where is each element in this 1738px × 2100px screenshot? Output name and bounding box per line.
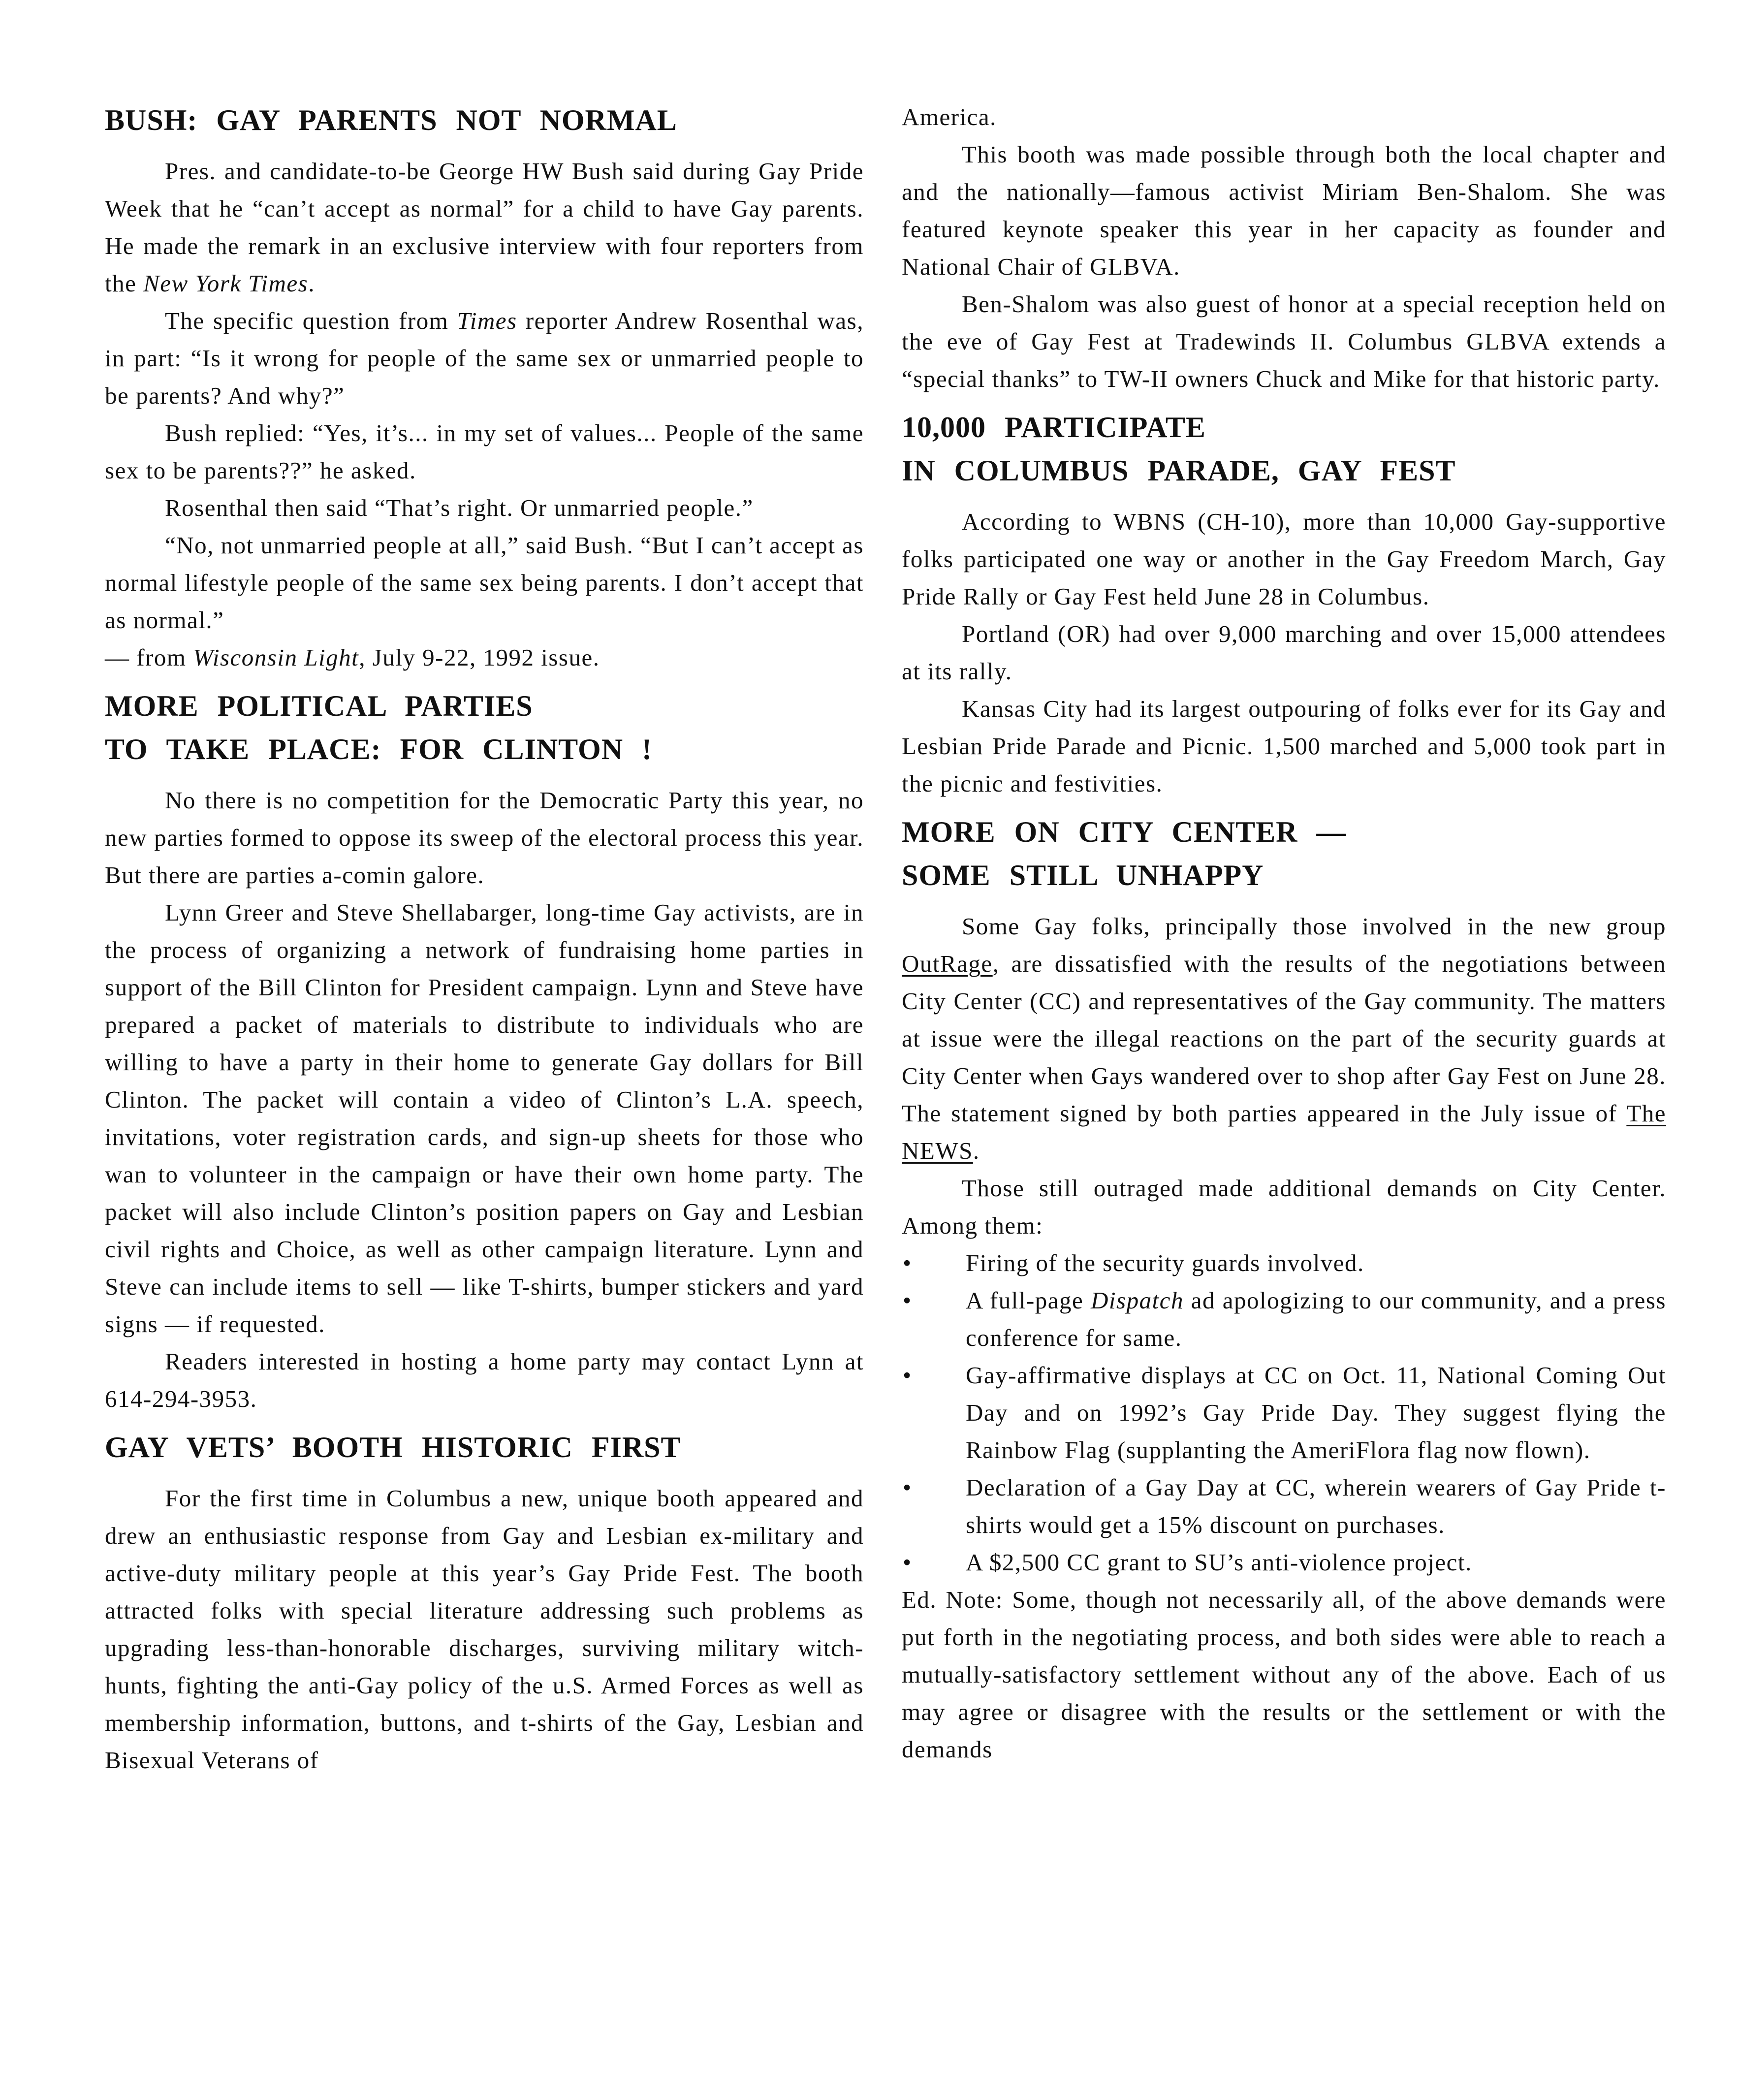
paragraph-additional-demands	[902, 1170, 1666, 1244]
column-right	[902, 98, 1666, 1768]
text-run-italic: Dispatch	[1091, 1287, 1184, 1314]
paragraph-portland	[902, 615, 1666, 690]
text-run: Lynn Greer and Steve Shellabarger, long-time Gay activists, are in the process of organizing a network of fundraising home parties in support of the Bill Clinton for President campaign. Lynn and Steve have prepared a packet of materials to distribute to individuals who are willing to have a party in their home to generate Gay dollars for Bill Clinton. The packet will contain a video of Clinton’s L.A. speech, invitations, voter registration cards, and sign-up sheets for those who wan to volunteer in the campaign or have their own home party. The packet will also include Clinton’s position papers on Gay and Lesbian civil rights and Choice, as well as other campaign literature. Lynn and Steve can include items to sell — like T-shirts, bumper stickers and yard signs — if requested.	[105, 899, 864, 1337]
text-run: — from	[105, 644, 193, 671]
text-run: Some Gay folks, principally those involved in the new group	[962, 913, 1666, 940]
paragraph-america-continuation	[902, 98, 1666, 136]
column-left	[105, 98, 864, 1779]
bullet-marker: •	[903, 1549, 912, 1576]
text-run: “No, not unmarried people at all,” said Bush. “But I can’t accept as normal lifestyle people of the same sex being parents. I don’t accept that as normal.”	[105, 532, 864, 634]
text-run: .	[308, 270, 315, 297]
paragraph-rosenthal	[105, 489, 864, 527]
heading-text: IN COLUMBUS PARADE, GAY FEST	[902, 454, 1456, 487]
paragraph-wbns-count	[902, 503, 1666, 615]
bullet-item-firing	[902, 1244, 1666, 1282]
text-run: Rosenthal then said “That’s right. Or unmarried people.”	[165, 494, 754, 521]
paragraph-bush-reply	[105, 414, 864, 489]
text-run: Ben-Shalom was also guest of honor at a special reception held on the eve of Gay Fest at Tradewinds II. Columbus GLBVA extends a “special thanks” to TW-II owners Chuck and Mike for that historic party.	[902, 290, 1666, 392]
bullet-item-dispatch-ad	[902, 1282, 1666, 1357]
text-run-italic: New York Times	[143, 270, 309, 297]
text-run: Bush replied: “Yes, it’s... in my set of values... People of the same sex to be parents??” he asked.	[105, 419, 864, 484]
text-run: reporter Andrew Rosenthal was, in part: “Is it wrong for people of the same sex or unmarried people to be parents? And why?”	[105, 307, 864, 409]
paragraph-source-credit	[105, 639, 864, 676]
bullet-marker: •	[903, 1474, 912, 1501]
text-run: For the first time in Columbus a new, unique booth appeared and drew an enthusiastic response from Gay and Lesbian ex-military and active-duty military people at this year’s Gay Pride Fest. The booth attracted folks with special literature addressing such problems as upgrading less-than-honorable discharges, surviving military witch-hunts, fighting the anti-Gay policy of the u.S. Armed Forces as well as membership information, buttons, and t-shirts of the Gay, Lesbian and Bisexual Veterans of	[105, 1485, 864, 1774]
paragraph-editors-note	[902, 1581, 1666, 1768]
paragraph-bush-quote	[105, 527, 864, 639]
paragraph-question	[105, 302, 864, 414]
bullet-marker: •	[903, 1249, 912, 1276]
heading-text: 10,000 PARTICIPATE	[902, 411, 1206, 444]
text-run: This booth was made possible through both the local chapter and and the nationally—famous activist Miriam Ben-Shalom. She was featured keynote speaker this year in her capacity as founder and National Chair of GLBVA.	[902, 141, 1666, 280]
heading-bush-gay-parents	[105, 98, 864, 142]
text-run: A $2,500 CC grant to SU’s anti-violence project.	[966, 1549, 1472, 1576]
text-run: Those still outraged made additional demands on City Center. Among them:	[902, 1175, 1666, 1239]
bullet-marker: •	[903, 1362, 912, 1389]
paragraph-ben-shalom-reception	[902, 286, 1666, 398]
paragraph-contact-lynn	[105, 1343, 864, 1418]
heading-text: TO TAKE PLACE: FOR CLINTON !	[105, 733, 653, 765]
text-run: , July 9-22, 1992 issue.	[359, 644, 600, 671]
text-run: Firing of the security guards involved.	[966, 1249, 1364, 1276]
paragraph-outrage-dissatisfied	[902, 908, 1666, 1170]
bullet-item-gay-affirmative-displays	[902, 1357, 1666, 1469]
heading-10000-participate	[902, 406, 1666, 492]
heading-text: MORE POLITICAL PARTIES	[105, 690, 533, 722]
text-run: Declaration of a Gay Day at CC, wherein wearers of Gay Pride t-shirts would get a 15% discount on purchases.	[966, 1474, 1666, 1538]
text-run: No there is no competition for the Democratic Party this year, no new parties formed to oppose its sweep of the electoral process this year. But there are parties a-comin galore.	[105, 787, 864, 889]
text-run: The specific question from	[165, 307, 457, 334]
text-run-underline: The NEWS	[902, 1100, 1666, 1164]
text-run: Gay-affirmative displays at CC on Oct. 11, National Coming Out Day and on 1992’s Gay Pride Day. They suggest flying the Rainbow Flag (supplanting the AmeriFlora flag now flown).	[966, 1362, 1666, 1464]
text-run-italic: Wisconsin Light	[193, 644, 359, 671]
paragraph-booth-possible	[902, 136, 1666, 286]
text-run: Ed. Note: Some, though not necessarily all, of the above demands were put forth in the negotiating process, and both sides were able to reach a mutually-satisfactory settlement without any of the above. Each of us may agree or disagree with the results or the settlement or with the demands	[902, 1586, 1666, 1763]
text-run: Pres. and candidate-to-be George HW Bush said during Gay Pride Week that he “can’t accept as normal” for a child to have Gay parents. He made the remark in an exclusive interview with four reporters from the	[105, 158, 864, 297]
text-run-italic: Times	[457, 307, 517, 334]
heading-text: GAY VETS’ BOOTH HISTORIC FIRST	[105, 1431, 681, 1464]
paragraph-vets-booth	[105, 1480, 864, 1779]
text-run: A full-page	[966, 1287, 1091, 1314]
bullet-item-gay-day-discount	[902, 1469, 1666, 1544]
text-run: Portland (OR) had over 9,000 marching and over 15,000 attendees at its rally.	[902, 620, 1666, 685]
text-run: ad apologizing to our community, and a press conference for same.	[966, 1287, 1666, 1351]
heading-more-on-city-center	[902, 810, 1666, 897]
text-run-underline: OutRage	[902, 950, 993, 977]
bullet-item-cc-grant	[902, 1544, 1666, 1581]
text-run: Kansas City had its largest outpouring of folks ever for its Gay and Lesbian Pride Parade and Picnic. 1,500 marched and 5,000 took part in the picnic and festivities.	[902, 695, 1666, 797]
paragraph-kansas-city	[902, 690, 1666, 802]
text-run: According to WBNS (CH-10), more than 10,000 Gay-supportive folks participated one way or another in the Gay Freedom March, Gay Pride Rally or Gay Fest held June 28 in Columbus.	[902, 508, 1666, 610]
text-run: , are dissatisfied with the results of the negotiations between City Center (CC) and representatives of the Gay community. The matters at issue were the illegal reactions on the part of the security guards at City Center when Gays wandered over to shop after Gay Fest on June 28. The statement signed by both parties appeared in the July issue of	[902, 950, 1666, 1127]
text-run: .	[973, 1137, 980, 1164]
text-run: America.	[902, 103, 997, 130]
heading-text: MORE ON CITY CENTER —	[902, 816, 1347, 848]
paragraph-no-competition	[105, 782, 864, 894]
paragraph-bush-intro	[105, 153, 864, 302]
heading-text: BUSH: GAY PARENTS NOT NORMAL	[105, 104, 677, 136]
heading-text: SOME STILL UNHAPPY	[902, 859, 1264, 891]
bullet-marker: •	[903, 1287, 912, 1314]
heading-more-political-parties	[105, 684, 864, 771]
paragraph-home-parties	[105, 894, 864, 1343]
heading-gay-vets-booth	[105, 1426, 864, 1469]
text-run: Readers interested in hosting a home party may contact Lynn at 614-294-3953.	[105, 1348, 864, 1412]
